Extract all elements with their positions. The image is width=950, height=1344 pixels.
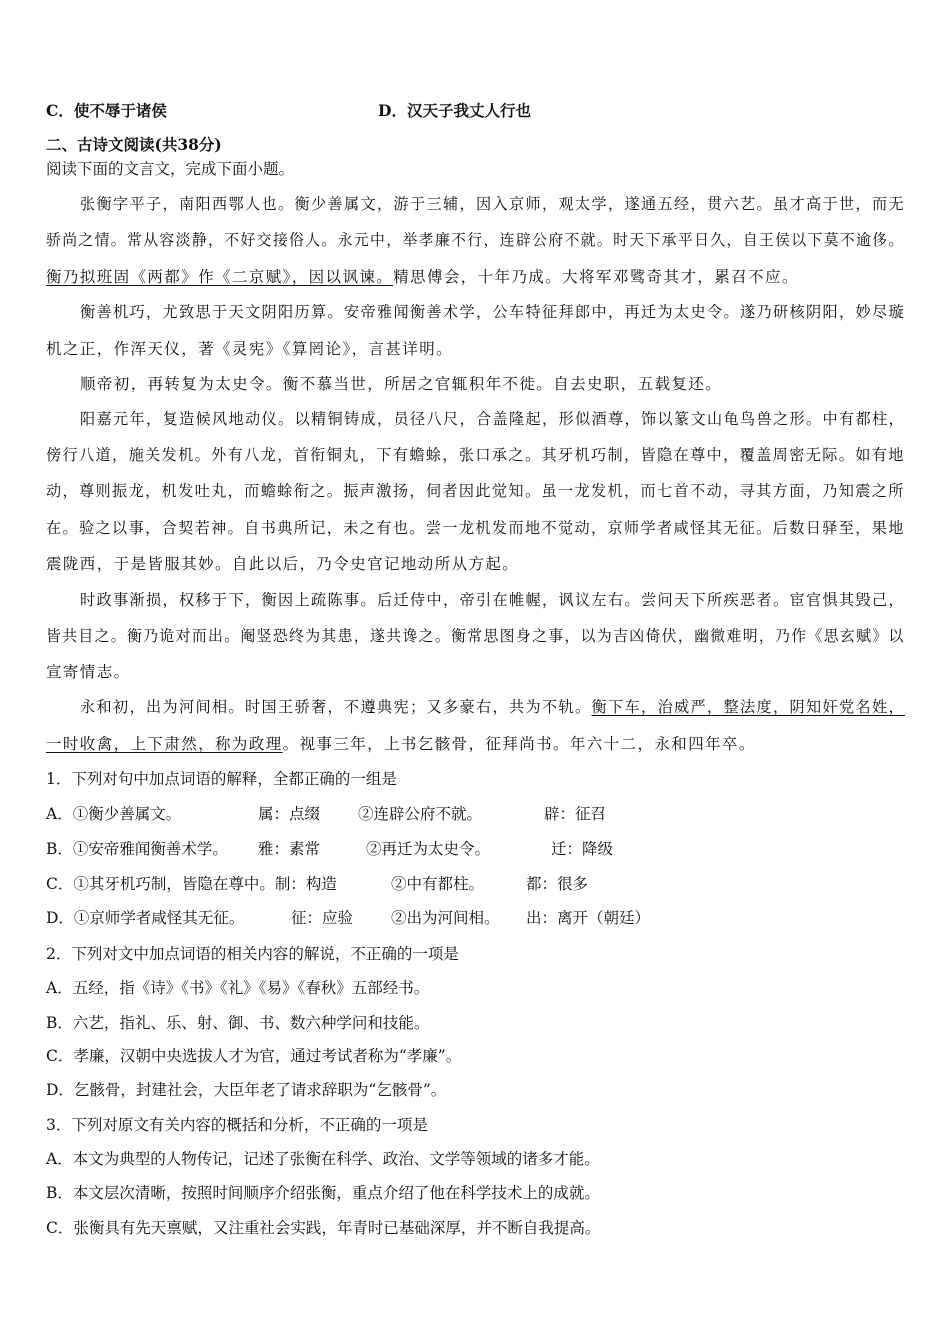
option-c: C．使不辱于诸侯	[46, 101, 167, 120]
option-d: D．汉天子我丈人行也	[378, 101, 531, 120]
q1-option-c-gloss2: 都：很多	[526, 875, 589, 893]
q3-option-c: C．张衡具有先天禀赋，又注重社会实践，年青时已基础深厚，并不断自我提高。	[46, 1219, 601, 1237]
passage-text: 。视事三年，上书乞骸骨，征拜尚书。年六十二，永和四年卒。	[282, 735, 756, 753]
section-title: 二、古诗文阅读(共38分)	[46, 135, 222, 154]
q1-option-b-part1: B．①安帝雅闻衡善术学。	[46, 840, 228, 858]
passage-line: 衡善机巧，尤致思于天文阴阳历算。安帝雅闻衡善术学，公车特征拜郎中，再迁为太史令。遂乃研核阴阳，妙尽璇	[80, 303, 906, 321]
q3-option-b: B．本文层次清晰，按照时间顺序介绍张衡，重点介绍了他在科学技术上的成就。	[46, 1184, 600, 1202]
passage-text: 永和初，出为河间相。时国王骄奢，不遵典宪；又多豪右，共为不轨。	[80, 698, 592, 716]
q1-option-a-part2: ②连辟公府不就。	[358, 805, 483, 823]
passage-line: 震陇西，于是皆服其妙。自此以后，乃令史官记地动所从方起。	[46, 555, 520, 573]
section-instruction: 阅读下面的文言文，完成下面小题。	[46, 160, 295, 178]
passage-line	[46, 734, 756, 754]
passage-line: 皆共目之。衡乃诡对而出。阉竖恐终为其患，遂共谗之。衡常思图身之事，以为吉凶倚伏，幽微难明，乃作《思玄赋》以	[46, 627, 905, 645]
q1-option-d-part1: D．①京师学者咸怪其无征。	[46, 909, 245, 927]
passage-line: 傍行八道，施关发机。外有八龙，首衔铜丸，下有蟾蜍，张口承之。其牙机巧制，皆隐在尊中，覆盖周密无际。如有地	[46, 446, 905, 464]
passage-line: 骄尚之情。常从容淡静，不好交接俗人。永元中，举孝廉不行，连辟公府不就。时天下承平日久，自王侯以下莫不逾侈。	[46, 231, 905, 249]
passage-line: 动，尊则振龙，机发吐丸，而蟾蜍衔之。振声激扬，伺者因此觉知。虽一龙发机，而七首不动，寻其方面，乃知震之所	[46, 482, 905, 500]
passage-line: 宣寄情志。	[46, 663, 131, 681]
underlined-sentence: 衡下车，治威严，整法度，阴知奸党名姓，	[591, 698, 906, 716]
passage-line: 阳嘉元年，复造候风地动仪。以精铜铸成，员径八尺，合盖隆起，形似酒尊，饰以篆文山龟鸟兽之形。中有都柱，	[80, 410, 906, 428]
passage-line	[46, 267, 799, 287]
q3-option-a: A．本文为典型的人物传记，记述了张衡在科学、政治、文学等领域的诸多才能。	[46, 1150, 600, 1168]
q2-option-a: A．五经，指《诗》《书》《礼》《易》《春秋》五部经书。	[46, 979, 430, 997]
q1-option-a-gloss1: 属：点缀	[258, 805, 321, 823]
question-1-stem: 1．下列对句中加点词语的解释，全都正确的一组是	[46, 770, 397, 788]
question-2-stem: 2．下列对文中加点词语的相关内容的解说，不正确的一项是	[46, 945, 459, 963]
underlined-sentence: 一时收禽，上下肃然，称为政理	[46, 735, 283, 753]
q1-option-b-part2: ②再迁为太史令。	[366, 840, 491, 858]
question-3-stem: 3．下列对原文有关内容的概括和分析，不正确的一项是	[46, 1116, 428, 1134]
q2-option-d: D．乞骸骨，封建社会，大臣年老了请求辞职为“乞骸骨”。	[46, 1081, 447, 1099]
passage-text: 精思傅会，十年乃成。大将军邓骘奇其才，累召不应。	[393, 268, 799, 286]
passage-line: 机之正，作浑天仪，著《灵宪》《算罔论》，言甚详明。	[46, 340, 454, 358]
q1-option-b-gloss1: 雅：素常	[258, 840, 321, 858]
passage-line	[80, 697, 905, 717]
q1-option-c-part1: C．①其牙机巧制，皆隐在尊中。制：构造	[46, 875, 337, 893]
q2-option-b: B．六艺，指礼、乐、射、御、书、数六种学问和技能。	[46, 1014, 430, 1032]
passage-line: 时政事渐损，权移于下，衡因上疏陈事。后迁侍中，帝引在帷幄，讽议左右。尝问天下所疾恶者。宦官惧其毁己，	[80, 591, 906, 609]
q1-option-d-gloss1: 征：应验	[291, 909, 354, 927]
q1-option-a-part1: A．①衡少善属文。	[46, 805, 182, 823]
passage-line: 在。验之以事，合契若神。自书典所记，未之有也。尝一龙机发而地不觉动，京师学者咸怪其无征。后数日驿至，果地	[46, 519, 905, 537]
q2-option-c: C．孝廉，汉朝中央选拔人才为官，通过考试者称为“孝廉”。	[46, 1047, 462, 1065]
underlined-sentence: 衡乃拟班固《两都》作《二京赋》，因以讽谏。	[46, 268, 394, 286]
q1-option-a-gloss2: 辟：征召	[544, 805, 607, 823]
q1-option-d-gloss2: 出：离开（朝廷）	[526, 909, 651, 927]
q1-option-d-part2: ②出为河间相。	[391, 909, 500, 927]
passage-line: 顺帝初，再转复为太史令。衡不慕当世，所居之官辄积年不徙。自去史职，五载复还。	[80, 375, 723, 393]
passage-line: 张衡字平子，南阳西鄂人也。衡少善属文，游于三辅，因入京师，观太学，遂通五经，贯六艺。虽才高于世，而无	[80, 195, 906, 213]
q1-option-c-part2: ②中有都柱。	[391, 875, 485, 893]
q1-option-b-gloss2: 迁：降级	[551, 840, 614, 858]
